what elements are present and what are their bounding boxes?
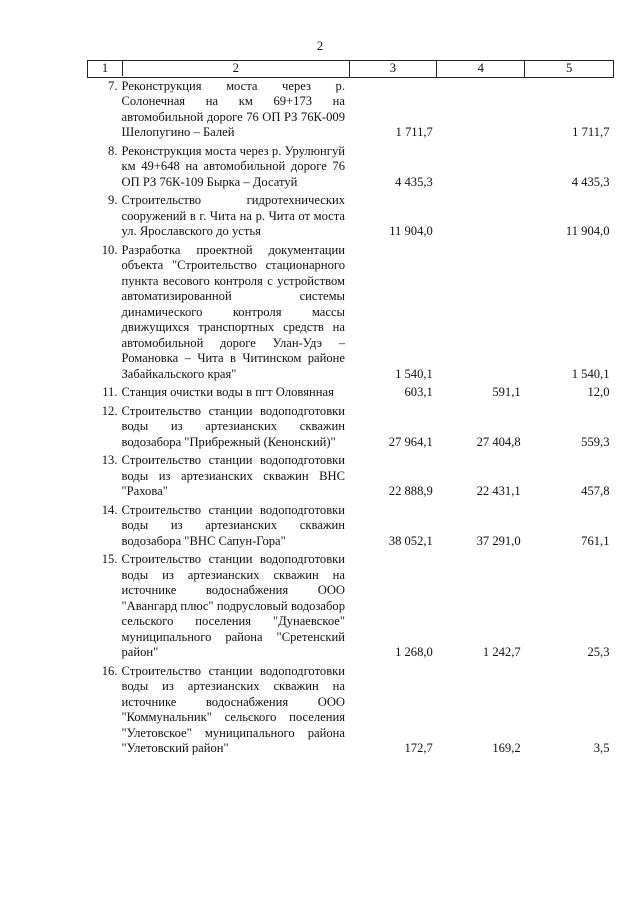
row-value-5: 3,5 xyxy=(593,741,610,755)
row-name: Строительство станции водоподготовки воды из артезианских скважин водозабора "Прибрежный (Кенонский)" xyxy=(121,403,346,449)
row-value-5: 11 904,0 xyxy=(565,224,610,238)
row-value-5: 25,3 xyxy=(587,645,610,659)
row-name: Разработка проектной документации объекта "Строительство стационарного пункта весового контроля с устройством автоматизированной системы динамического контроля массы движущихся транспортных средств на автомобильной дороге Улан-Удэ – Романовка – Чита в Читинском районе Забайкальского края" xyxy=(121,242,346,381)
row-value-3: 11 904,0 xyxy=(389,224,433,238)
row-value-5: 12,0 xyxy=(587,385,610,399)
table-row xyxy=(88,551,614,663)
table-row xyxy=(88,143,614,193)
row-name: Строительство гидротехнических сооружений в г. Чита на р. Чита от моста ул. Ярославского до устья xyxy=(121,193,346,238)
table-row xyxy=(88,502,614,552)
header-col-1-2 xyxy=(88,61,350,78)
table-row xyxy=(88,242,614,385)
budget-table xyxy=(87,60,614,759)
row-number: 9. xyxy=(108,193,118,207)
row-number: 8. xyxy=(108,143,118,158)
header-col-4: 4 xyxy=(437,61,525,78)
row-value-5: 1 540,1 xyxy=(571,366,610,381)
row-value-4 xyxy=(437,242,525,385)
row-value-3: 1 711,7 xyxy=(395,125,433,139)
row-value-3: 22 888,9 xyxy=(388,484,433,498)
row-value-3: 1 268,0 xyxy=(395,645,433,659)
row-name: Строительство станции водоподготовки воды из артезианских скважин водозабора "ВНС Сапун-Гора" xyxy=(121,502,346,548)
row-value-4 xyxy=(437,143,525,193)
table-header-row xyxy=(88,61,614,78)
row-name: Строительство станции водоподготовки воды из артезианских скважин на источнике водоснабжения ООО "Коммунальник" сельского поселения "Улетовское" муниципального района "Улетовский район" xyxy=(121,663,346,755)
row-value-5: 761,1 xyxy=(581,533,610,548)
header-col-1: 1 xyxy=(88,61,123,76)
row-value-5: 457,8 xyxy=(581,484,610,498)
row-number: 7. xyxy=(108,78,118,93)
row-value-4 xyxy=(437,192,525,242)
row-value-3: 27 964,1 xyxy=(388,434,433,449)
header-col-2: 2 xyxy=(232,61,239,76)
page-number: 2 xyxy=(316,38,324,53)
row-name: Строительство станции водоподготовки воды из артезианских скважин ВНС "Рахова" xyxy=(121,453,346,498)
row-number: 13. xyxy=(101,453,118,467)
row-value-3: 172,7 xyxy=(404,741,433,755)
row-name: Реконструкция моста через р. Урулюнгуй км 49+648 на автомобильной дороге 76 ОП РЗ 76К-109 Бырка – Досатуй xyxy=(121,143,346,189)
table-row xyxy=(88,384,614,403)
row-number: 15. xyxy=(101,552,118,566)
row-value-4: 591,1 xyxy=(492,385,521,399)
header-col-3: 3 xyxy=(349,61,437,78)
row-value-4: 27 404,8 xyxy=(476,434,521,449)
row-name: Станция очистки воды в пгт Оловянная xyxy=(121,385,334,399)
table-row xyxy=(88,452,614,502)
row-value-5: 559,3 xyxy=(581,434,610,449)
row-number: 14. xyxy=(101,502,118,517)
row-value-4: 22 431,1 xyxy=(476,484,521,498)
row-value-3: 1 540,1 xyxy=(395,366,433,381)
table-row xyxy=(88,192,614,242)
row-number: 16. xyxy=(101,663,118,678)
row-value-4 xyxy=(437,77,525,143)
row-value-3: 38 052,1 xyxy=(388,533,433,548)
row-value-4: 169,2 xyxy=(492,741,521,755)
table-row xyxy=(88,77,614,143)
row-value-4: 1 242,7 xyxy=(482,645,521,659)
row-value-5: 4 435,3 xyxy=(571,174,610,189)
row-value-3: 4 435,3 xyxy=(395,174,433,189)
row-value-4: 37 291,0 xyxy=(476,533,521,548)
header-col-5: 5 xyxy=(525,61,614,78)
row-value-3: 603,1 xyxy=(404,385,433,399)
table-row xyxy=(88,663,614,759)
table-row xyxy=(88,403,614,453)
row-number: 12. xyxy=(101,403,118,418)
row-value-5: 1 711,7 xyxy=(572,125,610,139)
row-name: Реконструкция моста через р. Солонечная на км 69+173 на автомобильной дороге 76 ОП РЗ 76К-009 Шелопугино – Балей xyxy=(121,78,346,139)
row-name: Строительство станции водоподготовки воды из артезианских скважин на источнике водоснабжения ООО "Авангард плюс" подрусловый водозабор сельского поселения "Дунаевское" муниципального района "Сретенский район" xyxy=(121,552,346,659)
row-number: 11. xyxy=(102,385,118,399)
row-number: 10. xyxy=(101,242,118,257)
